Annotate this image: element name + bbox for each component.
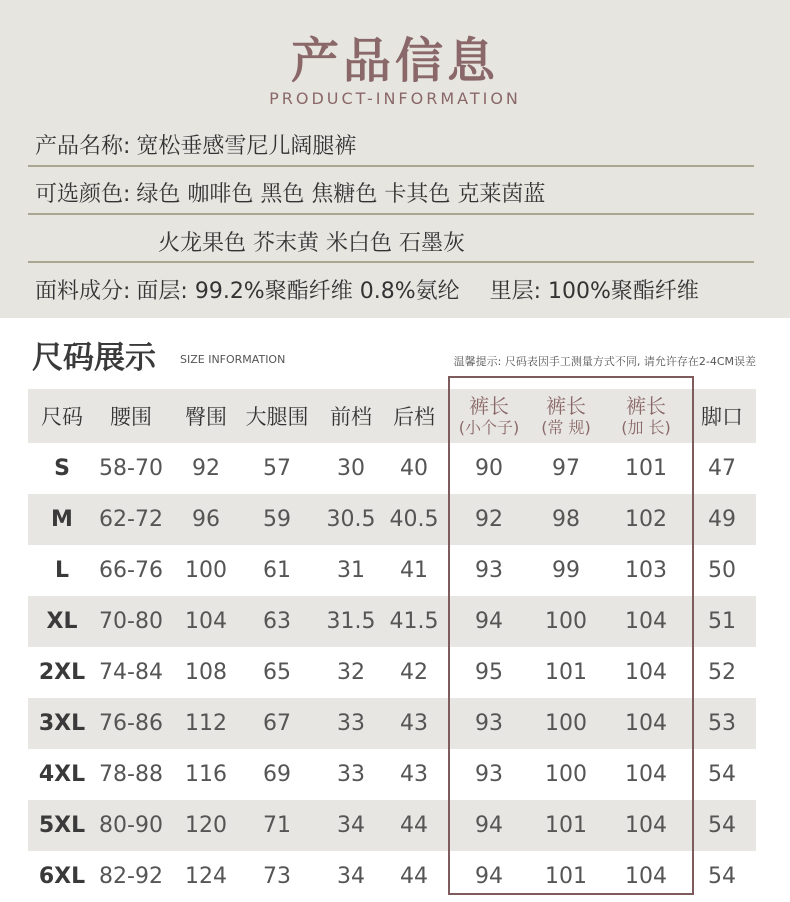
cell-front-rise: 30 bbox=[337, 456, 365, 481]
table-row bbox=[28, 647, 756, 698]
cell-length-regular: 100 bbox=[545, 711, 587, 736]
cell-size: M bbox=[51, 507, 73, 532]
header-length-regular: 裤长 (常 规) bbox=[541, 394, 591, 437]
cell-hip: 116 bbox=[185, 762, 227, 787]
cell-thigh: 65 bbox=[263, 660, 291, 685]
fabric-lining: 里层: 100%聚酯纤维 bbox=[489, 279, 699, 304]
cell-size: S bbox=[54, 456, 70, 481]
cell-length-petite: 90 bbox=[475, 456, 503, 481]
cell-hem: 49 bbox=[708, 507, 736, 532]
cell-front-rise: 34 bbox=[337, 864, 365, 889]
cell-back-rise: 44 bbox=[400, 864, 428, 889]
colors-line-1: 绿色 咖啡色 黑色 焦糖色 卡其色 克莱茵蓝 bbox=[136, 182, 546, 207]
divider bbox=[28, 213, 754, 215]
colors-row-2 bbox=[158, 226, 465, 257]
cell-hip: 108 bbox=[185, 660, 227, 685]
header-size: 尺码 bbox=[41, 405, 83, 429]
cell-hip: 100 bbox=[185, 558, 227, 583]
cell-front-rise: 30.5 bbox=[326, 507, 376, 532]
cell-length-long: 104 bbox=[625, 609, 667, 634]
cell-size: XL bbox=[46, 609, 78, 634]
table-row bbox=[28, 545, 756, 596]
cell-waist: 78-88 bbox=[99, 762, 163, 787]
cell-front-rise: 32 bbox=[337, 660, 365, 685]
cell-length-long: 101 bbox=[625, 456, 667, 481]
cell-length-petite: 92 bbox=[475, 507, 503, 532]
cell-thigh: 59 bbox=[263, 507, 291, 532]
cell-thigh: 71 bbox=[263, 813, 291, 838]
cell-length-petite: 93 bbox=[475, 762, 503, 787]
header-length-petite: 裤长 (小个子) bbox=[458, 394, 520, 437]
cell-length-long: 104 bbox=[625, 813, 667, 838]
fabric-row bbox=[35, 274, 699, 305]
table-header-row bbox=[28, 389, 756, 443]
cell-size: 3XL bbox=[38, 711, 86, 736]
cell-length-regular: 99 bbox=[552, 558, 580, 583]
cell-waist: 74-84 bbox=[99, 660, 163, 685]
cell-length-regular: 101 bbox=[545, 864, 587, 889]
divider bbox=[28, 261, 754, 263]
cell-length-petite: 93 bbox=[475, 558, 503, 583]
cell-length-long: 104 bbox=[625, 660, 667, 685]
cell-length-regular: 101 bbox=[545, 660, 587, 685]
cell-thigh: 61 bbox=[263, 558, 291, 583]
fabric-outer: 面层: 99.2%聚酯纤维 0.8%氨纶 bbox=[136, 279, 460, 304]
cell-front-rise: 31 bbox=[337, 558, 365, 583]
size-tolerance-note: 温馨提示: 尺码表因手工测量方式不同, 请允许存在2-4CM误差 bbox=[453, 355, 756, 368]
cell-length-long: 103 bbox=[625, 558, 667, 583]
cell-length-regular: 97 bbox=[552, 456, 580, 481]
size-section-title: 尺码展示 bbox=[32, 340, 156, 376]
table-row bbox=[28, 596, 756, 647]
colors-row bbox=[35, 177, 545, 208]
cell-thigh: 73 bbox=[263, 864, 291, 889]
cell-front-rise: 33 bbox=[337, 762, 365, 787]
cell-waist: 62-72 bbox=[99, 507, 163, 532]
product-name-value: 宽松垂感雪尼儿阔腿裤 bbox=[136, 134, 357, 159]
cell-waist: 80-90 bbox=[99, 813, 163, 838]
cell-length-petite: 94 bbox=[475, 609, 503, 634]
cell-waist: 70-80 bbox=[99, 609, 163, 634]
cell-length-long: 102 bbox=[625, 507, 667, 532]
cell-length-long: 104 bbox=[625, 864, 667, 889]
cell-size: L bbox=[54, 558, 70, 583]
cell-front-rise: 33 bbox=[337, 711, 365, 736]
cell-size: 5XL bbox=[38, 813, 86, 838]
header-waist: 腰围 bbox=[110, 405, 152, 429]
cell-hip: 112 bbox=[185, 711, 227, 736]
cell-length-petite: 94 bbox=[475, 864, 503, 889]
cell-size: 2XL bbox=[38, 660, 86, 685]
cell-thigh: 67 bbox=[263, 711, 291, 736]
divider bbox=[28, 165, 754, 167]
cell-hem: 52 bbox=[708, 660, 736, 685]
cell-waist: 76-86 bbox=[99, 711, 163, 736]
cell-hip: 124 bbox=[185, 864, 227, 889]
product-info-subtitle: PRODUCT-INFORMATION bbox=[269, 89, 521, 108]
product-info-panel bbox=[0, 0, 790, 318]
cell-hem: 54 bbox=[708, 813, 736, 838]
cell-front-rise: 34 bbox=[337, 813, 365, 838]
table-row bbox=[28, 698, 756, 749]
cell-hip: 104 bbox=[185, 609, 227, 634]
size-section-subtitle: SIZE INFORMATION bbox=[180, 353, 286, 366]
table-row bbox=[28, 443, 756, 494]
product-info-title: 产品信息 bbox=[290, 33, 499, 89]
header-hip: 臀围 bbox=[185, 405, 227, 429]
cell-hip: 92 bbox=[192, 456, 220, 481]
size-table bbox=[28, 389, 756, 902]
cell-length-petite: 95 bbox=[475, 660, 503, 685]
cell-waist: 82-92 bbox=[99, 864, 163, 889]
fabric-label: 面料成分: bbox=[35, 279, 131, 304]
cell-back-rise: 44 bbox=[400, 813, 428, 838]
cell-hem: 50 bbox=[708, 558, 736, 583]
header-thigh: 大腿围 bbox=[245, 405, 309, 429]
cell-length-regular: 98 bbox=[552, 507, 580, 532]
cell-length-regular: 101 bbox=[545, 813, 587, 838]
cell-hem: 54 bbox=[708, 864, 736, 889]
cell-back-rise: 42 bbox=[400, 660, 428, 685]
cell-back-rise: 40.5 bbox=[389, 507, 439, 532]
cell-thigh: 69 bbox=[263, 762, 291, 787]
cell-back-rise: 40 bbox=[400, 456, 428, 481]
cell-hem: 54 bbox=[708, 762, 736, 787]
colors-label: 可选颜色: bbox=[35, 182, 131, 207]
cell-waist: 66-76 bbox=[99, 558, 163, 583]
table-row bbox=[28, 851, 756, 902]
cell-size: 6XL bbox=[38, 864, 86, 889]
cell-hem: 51 bbox=[708, 609, 736, 634]
table-row bbox=[28, 749, 756, 800]
cell-back-rise: 41 bbox=[400, 558, 428, 583]
cell-thigh: 63 bbox=[263, 609, 291, 634]
colors-line-2: 火龙果色 芥末黄 米白色 石墨灰 bbox=[158, 231, 465, 256]
cell-hip: 96 bbox=[192, 507, 220, 532]
cell-length-petite: 93 bbox=[475, 711, 503, 736]
cell-hem: 53 bbox=[708, 711, 736, 736]
header-front-rise: 前档 bbox=[330, 405, 372, 429]
product-name-row bbox=[35, 129, 356, 160]
table-row bbox=[28, 800, 756, 851]
cell-thigh: 57 bbox=[263, 456, 291, 481]
cell-back-rise: 43 bbox=[400, 711, 428, 736]
cell-front-rise: 31.5 bbox=[326, 609, 376, 634]
cell-waist: 58-70 bbox=[99, 456, 163, 481]
cell-hip: 120 bbox=[185, 813, 227, 838]
header-length-long: 裤长 (加 长) bbox=[621, 394, 671, 437]
cell-length-long: 104 bbox=[625, 762, 667, 787]
product-name-label: 产品名称: bbox=[35, 134, 131, 159]
cell-back-rise: 41.5 bbox=[389, 609, 439, 634]
cell-size: 4XL bbox=[38, 762, 86, 787]
header-back-rise: 后档 bbox=[393, 405, 435, 429]
cell-length-petite: 94 bbox=[475, 813, 503, 838]
cell-hem: 47 bbox=[708, 456, 736, 481]
cell-length-regular: 100 bbox=[545, 609, 587, 634]
table-row bbox=[28, 494, 756, 545]
cell-length-long: 104 bbox=[625, 711, 667, 736]
cell-length-regular: 100 bbox=[545, 762, 587, 787]
header-hem: 脚口 bbox=[701, 405, 743, 429]
cell-back-rise: 43 bbox=[400, 762, 428, 787]
